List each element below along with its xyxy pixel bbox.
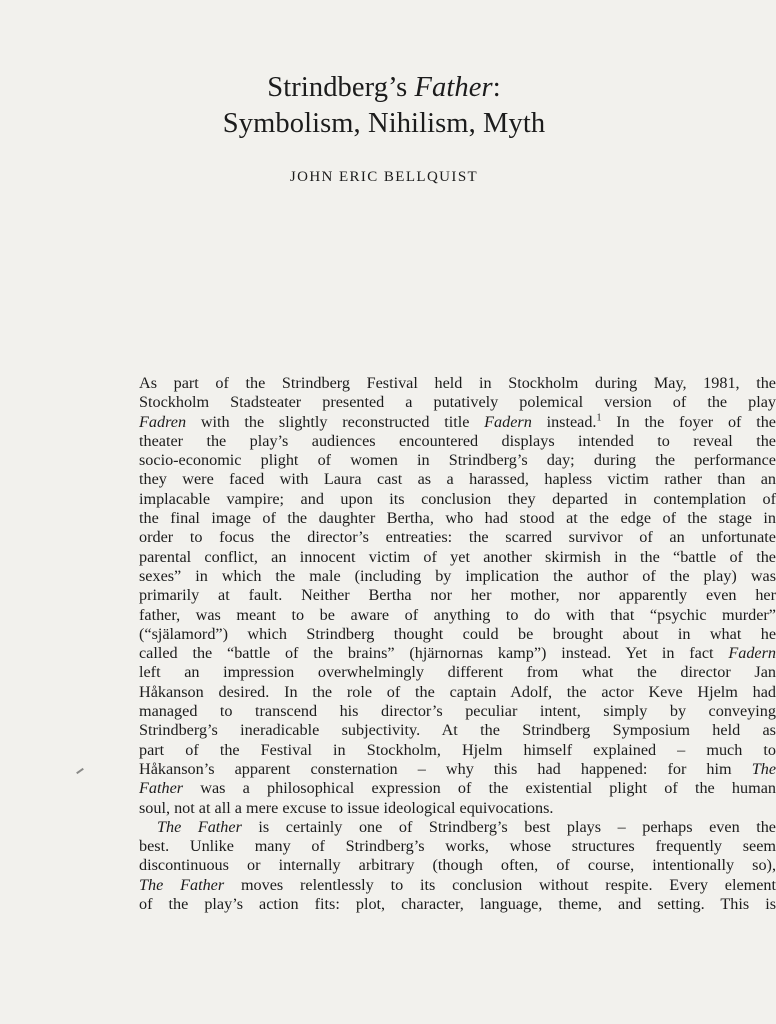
text-line: theater the play’s audiences encountered displays intended to reveal the: [139, 431, 776, 450]
text-line: (“själamord”) which Strindberg thought could be brought about in what he: [139, 624, 776, 643]
text-line: of the play’s action fits: plot, character, language, theme, and setting. This is: [139, 895, 776, 914]
article-body: [139, 374, 776, 914]
text-line: father, was meant to be aware of anything to do with that “psychic murder”: [139, 605, 776, 624]
article-title: [0, 70, 768, 142]
text-line: the final image of the daughter Bertha, who had stood at the edge of the stage in: [139, 509, 776, 528]
italic-title: The Father: [157, 817, 242, 836]
text-line: [139, 413, 776, 432]
text-line: Strindberg’s ineradicable subjectivity. At the Strindberg Symposium held as: [139, 721, 776, 740]
text-span: was a philosophical expression of the existential plight of the human: [183, 779, 776, 798]
text-line: discontinuous or internally arbitrary (though often, of course, intentionally so),: [139, 856, 776, 875]
text-line: implacable vampire; and upon its conclusion they departed in contemplation of: [139, 489, 776, 508]
title-colon: :: [492, 72, 501, 103]
text-line: [139, 876, 776, 895]
italic-title: Father: [139, 779, 184, 798]
text-line: Håkanson desired. In the role of the captain Adolf, the actor Keve Hjelm had: [139, 682, 776, 701]
text-span: In the foyer of the: [601, 412, 776, 431]
text-span: Håkanson’s apparent consternation – why this had happened: for him: [139, 759, 752, 778]
paragraph-1: [139, 374, 776, 818]
text-span: called the “battle of the brains” (hjärnornas kamp”) instead. Yet in fact: [139, 644, 729, 663]
author-name: JOHN ERIC BELLQUIST: [289, 169, 479, 185]
text-line: Stockholm Stadsteater presented a putatively polemical version of the play: [139, 393, 776, 412]
title-text: Strindberg’s: [267, 72, 415, 103]
paragraph-2: [139, 818, 776, 914]
footnote-marker: 1: [596, 412, 602, 424]
text-line: order to focus the director’s entreaties: the scarred survivor of an unfortunate: [139, 528, 776, 547]
title-italic-text: Father: [414, 72, 493, 103]
text-line: part of the Festival in Stockholm, Hjelm himself explained – much to: [139, 740, 776, 759]
text-line: sexes” in which the male (including by implication the author of the play) was: [139, 566, 776, 585]
text-line: left an impression overwhelmingly different from what the director Jan: [139, 663, 776, 682]
title-line-1: [0, 70, 768, 106]
text-line: socio-economic plight of women in Strindberg’s day; during the performance: [139, 451, 776, 470]
text-span: is certainly one of Strindberg’s best plays – perhaps even the: [241, 817, 776, 836]
italic-title: Fadren: [139, 412, 187, 431]
text-line: they were faced with Laura cast as a harassed, hapless victim rather than an: [139, 470, 776, 489]
text-line: best. Unlike many of Strindberg’s works, whose structures frequently seem: [139, 837, 776, 856]
text-line: [139, 818, 776, 837]
margin-pencil-mark: [76, 768, 84, 774]
text-line: primarily at fault. Neither Bertha nor her mother, nor apparently even her: [139, 586, 776, 605]
italic-title: The Father: [139, 875, 225, 894]
text-line: parental conflict, an innocent victim of yet another skirmish in the “battle of the: [139, 547, 776, 566]
text-line: [139, 760, 776, 779]
title-line-2: Symbolism, Nihilism, Myth: [222, 108, 546, 139]
text-line: [139, 644, 776, 663]
text-span: instead.: [531, 412, 597, 431]
text-line: soul, not at all a mere excuse to issue ideological equivocations.: [139, 798, 554, 817]
text-line: managed to transcend his director’s peculiar intent, simply by conveying: [139, 702, 776, 721]
italic-title: Fadern: [484, 412, 532, 431]
text-line: [139, 779, 776, 798]
italic-title: The: [751, 759, 776, 778]
text-span: with the slightly reconstructed title: [186, 412, 485, 431]
text-span: moves relentlessly to its conclusion without respite. Every element: [224, 875, 776, 894]
text-line: As part of the Strindberg Festival held in Stockholm during May, 1981, the: [139, 374, 776, 392]
italic-title: Fadern: [728, 644, 776, 663]
